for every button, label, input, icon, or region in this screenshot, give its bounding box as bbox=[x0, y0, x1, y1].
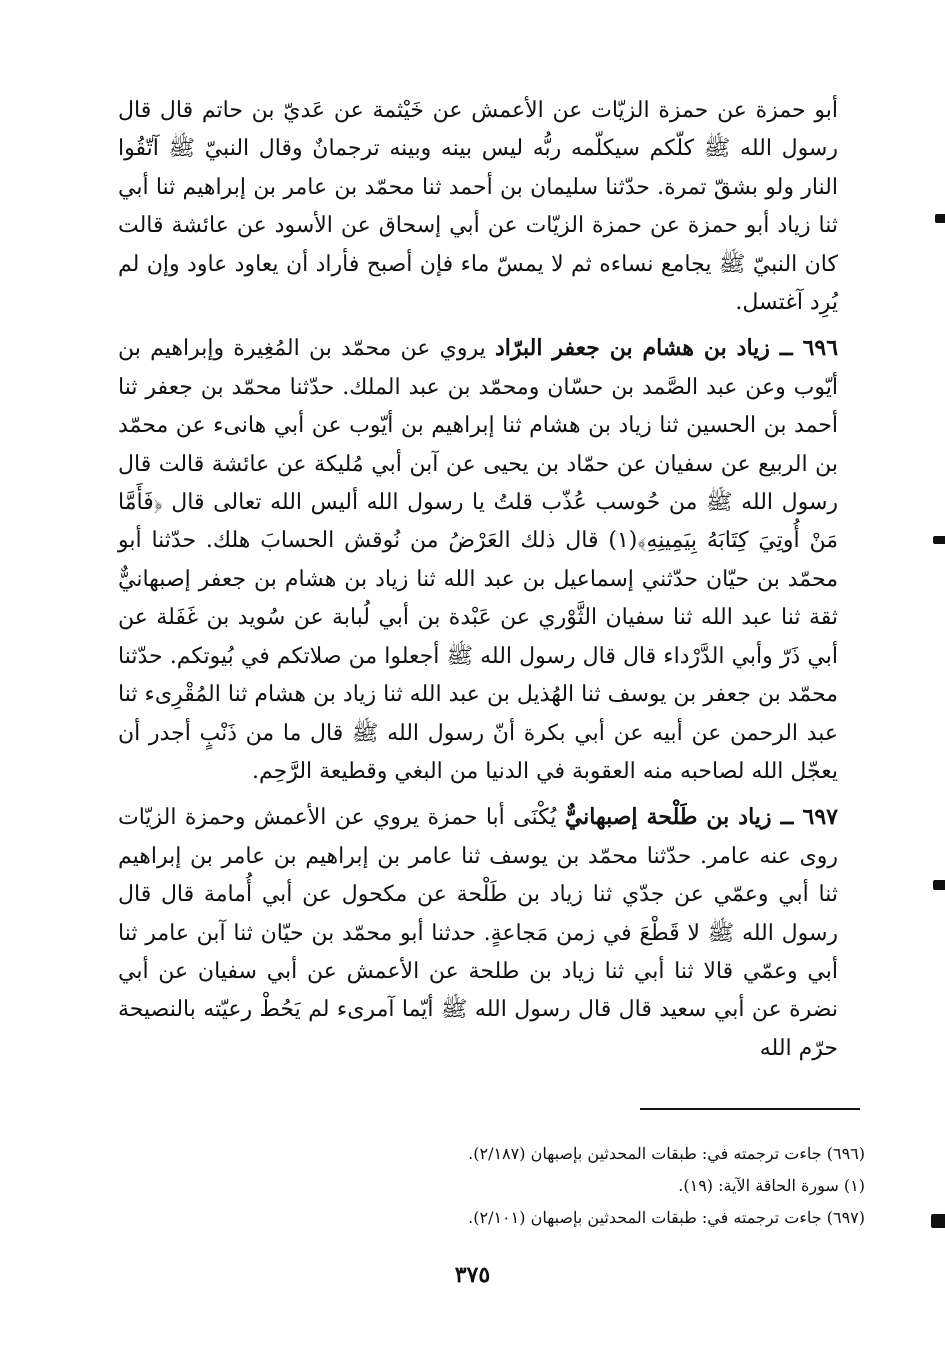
paragraph-continuation bbox=[118, 92, 838, 322]
footnote-separator bbox=[640, 1108, 860, 1110]
entry-heading: ٦٩٧ ــ زياد بن طَلْحة إصبهانيٌّ bbox=[564, 804, 838, 831]
paragraph-text: يروي عن محمّد بن المُغِيرة وإبراهيم بن أيّوب وعن عبد الصَّمد بن حسّان ومحمّد بن عبد الملك. حدّثنا محمّد بن جعفر ثنا أحمد بن الحسين ثنا زياد بن هشام ثنا إبراهيم بن أيّوب عن أبي هانىء عن محمّد بن الربيع عن سفيان عن حمّاد بن يحيى عن آبن أبي مُليكة عن عائشة قالت قال رسول الله ﷺ من حُوسب عُذّب قلتُ يا رسول الله أليس الله تعالى قال ﴿فَأَمَّا مَنْ أُوتِيَ كِتَابَهُ بِيَمِينِهِ﴾(١) قال ذلك العَرْضُ من نُوقش الحسابَ هلك. حدّثنا أبو محمّد بن حيّان حدّثني إسماعيل بن عبد الله ثنا زياد بن هشام بن جعفر إصبهانيٌّ ثقة ثنا عبد الله ثنا سفيان الثَّوْري عن عَبْدة بن أبي لُبابة عن سُويد بن غَفَلة عن أبي ذَرّ وأبي الدَّرْداء قال قال رسول الله ﷺ أجعلوا من صلاتكم في بُيوتكم. حدّثنا محمّد بن جعفر بن يوسف ثنا الهُذيل بن عبد الله ثنا زياد بن هشام ثنا المُقْرِىء ثنا عبد الرحمن عن أبيه عن أبي بكرة أنّ رسول الله ﷺ قال ما من ذَنْبٍ أجدر أن يعجّل الله لصاحبه منه العقوبة في الدنيا من البغي وقطيعة الرَّحِم. bbox=[118, 336, 838, 784]
entry-heading: ٦٩٦ ــ زياد بن هشام بن جعفر البرّاد bbox=[494, 335, 839, 362]
footnote: (٦٩٧) جاءت ترجمته في: طبقات المحدثين بإصبهان (٢/١٠١). bbox=[468, 1208, 865, 1227]
paragraph-text: أبو حمزة عن حمزة الزيّات عن الأعمش عن خَيْثمة عن عَديّ بن حاتم قال قال رسول الله ﷺ كلّكم سيكلّمه ربُّه ليس بينه وبينه ترجمانٌ وقال النبيّ ﷺ آتّقُوا النار ولو بشقّ تمرة. حدّثنا سليمان بن أحمد ثنا محمّد بن عامر بن إبراهيم ثنا أبي ثنا زياد أبو حمزة عن حمزة الزيّات عن أبي إسحاق عن الأسود عن عائشة قالت كان النبيّ ﷺ يجامع نساءه ثم لا يمسّ ماء فإن أصبح فأراد أن يعاود عاود وإن لم يُرِد آغتسل. bbox=[118, 98, 838, 316]
scan-edge-mark bbox=[933, 536, 945, 544]
footnotes bbox=[380, 1138, 865, 1234]
main-text bbox=[118, 92, 838, 1068]
footnote: (٦٩٦) جاءت ترجمته في: طبقات المحدثين بإصبهان (٢/١٨٧). bbox=[468, 1144, 865, 1163]
page-number: ٣٧٥ bbox=[454, 1262, 491, 1288]
scan-edge-mark bbox=[935, 214, 945, 223]
paragraph-entry-696 bbox=[118, 329, 838, 791]
paragraph-text: يُكْنَى أبا حمزة يروي عن الأعمش وحمزة الزيّات روى عنه عامر. حدّثنا محمّد بن يوسف ثنا عامر بن إبراهيم بن عامر بن إبراهيم ثنا أبي وعمّي عن جدّي ثنا زياد بن طَلْحة عن مكحول عن أبي أُمامة قال قال رسول الله ﷺ لا قَطْعَ في زمن مَجاعةٍ. حدثنا أبو محمّد بن حيّان ثنا آبن عامر ثنا أبي وعمّي قالا ثنا أبي ثنا زياد بن طلحة عن الأعمش عن أبي سفيان عن أبي نضرة عن أبي سعيد قال قال رسول الله ﷺ أيّما آمرىء لم يَحُطْ رعيّته بالنصيحة حرّم الله bbox=[118, 805, 838, 1061]
footnote: (١) سورة الحاقة الآية: (١٩). bbox=[678, 1176, 865, 1195]
scan-edge-mark bbox=[933, 880, 945, 890]
scan-edge-mark bbox=[931, 1214, 945, 1228]
paragraph-entry-697 bbox=[118, 798, 838, 1068]
